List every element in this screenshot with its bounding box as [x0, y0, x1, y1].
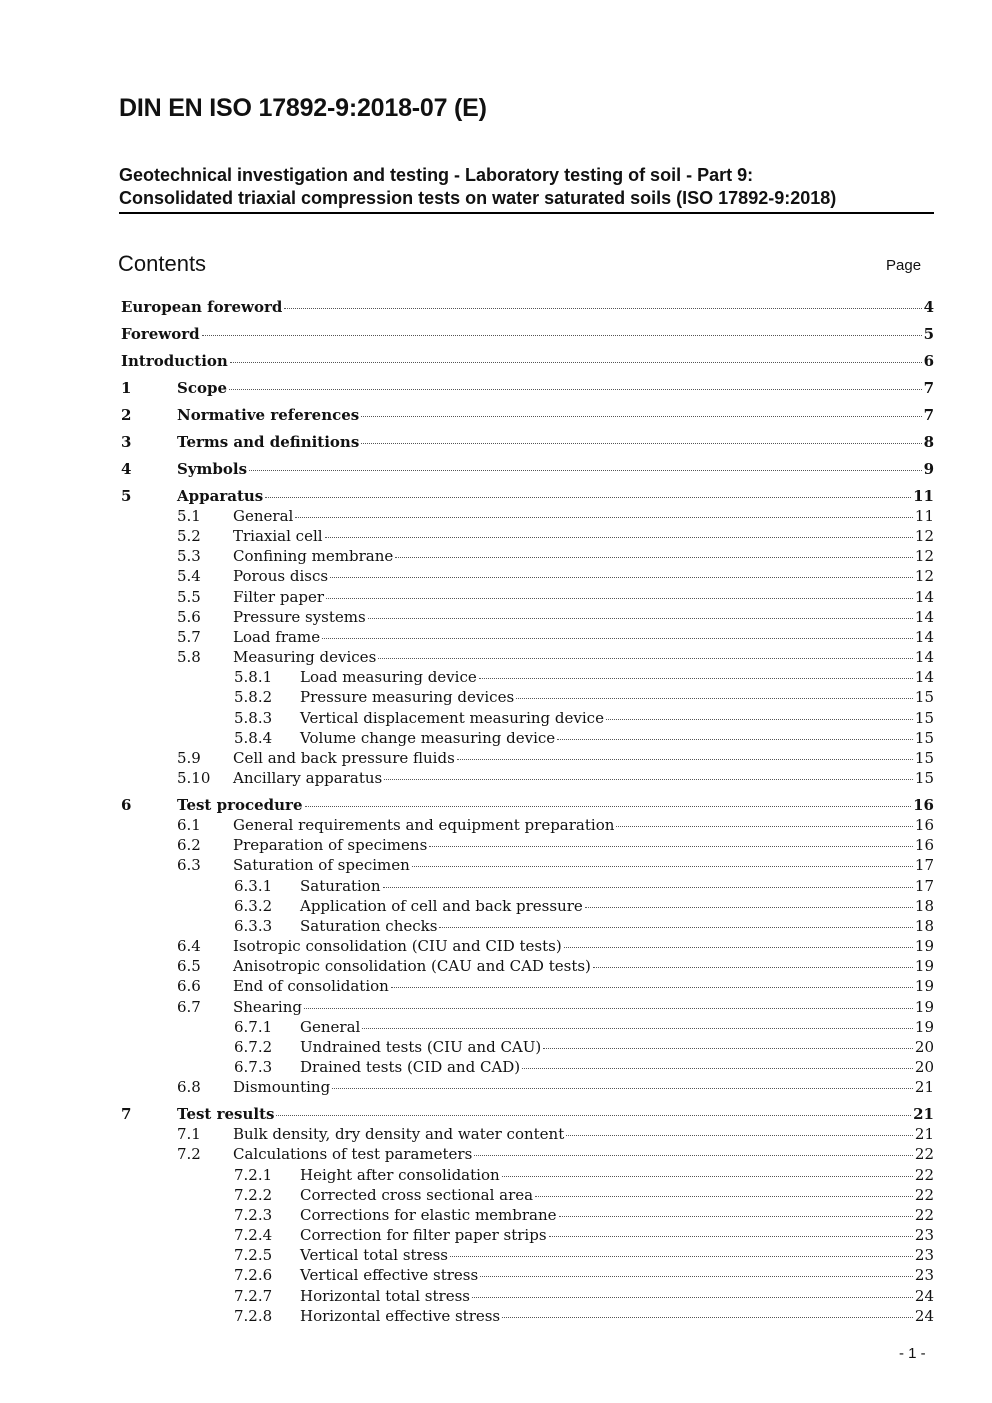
- toc-entry-title: Scope: [177, 379, 228, 397]
- toc-entry[interactable]: [121, 856, 934, 878]
- toc-entry[interactable]: [121, 668, 934, 690]
- toc-entry-page: 14: [914, 668, 934, 686]
- toc-entry-page: 21: [914, 1078, 934, 1096]
- toc-leader-dots: [502, 1176, 913, 1177]
- toc-entry-title: Ancillary apparatus: [233, 769, 383, 787]
- toc-entry[interactable]: [121, 796, 934, 818]
- toc-entry-page: 19: [914, 1018, 934, 1036]
- toc-entry[interactable]: [121, 1166, 934, 1188]
- toc-leader-dots: [535, 1196, 913, 1197]
- toc-entry[interactable]: [121, 547, 934, 569]
- table-of-contents: [121, 0, 934, 1403]
- toc-entry[interactable]: [121, 816, 934, 838]
- toc-leader-dots: [616, 826, 913, 827]
- toc-entry[interactable]: [121, 507, 934, 529]
- toc-entry-page: 14: [914, 608, 934, 626]
- toc-entry-number: 7.2.4: [234, 1226, 273, 1244]
- toc-leader-dots: [276, 1115, 911, 1116]
- toc-entry[interactable]: [121, 917, 934, 939]
- toc-entry-number: 5.8.4: [234, 729, 273, 747]
- toc-entry-page: 15: [914, 749, 934, 767]
- toc-entry-title: Corrections for elastic membrane: [300, 1206, 557, 1224]
- toc-entry-page: 21: [914, 1125, 934, 1143]
- toc-entry-title: Preparation of specimens: [233, 836, 428, 854]
- toc-entry-title: Load measuring device: [300, 668, 477, 686]
- toc-entry-title: General requirements and equipment preparation: [233, 816, 615, 834]
- toc-entry-number: 6.3: [177, 856, 201, 874]
- toc-entry-title: Volume change measuring device: [300, 729, 556, 747]
- toc-entry-title: General: [300, 1018, 361, 1036]
- toc-leader-dots: [332, 1088, 913, 1089]
- toc-entry-page: 7: [923, 406, 934, 424]
- toc-entry[interactable]: [121, 406, 934, 428]
- toc-entry-title: Pressure measuring devices: [300, 688, 515, 706]
- toc-entry-page: 21: [913, 1105, 934, 1123]
- toc-entry[interactable]: [121, 1105, 934, 1127]
- toc-leader-dots: [284, 308, 921, 309]
- toc-entry-number: 6.4: [177, 937, 201, 955]
- toc-entry-page: 22: [914, 1186, 934, 1204]
- toc-entry-page: 20: [914, 1058, 934, 1076]
- toc-entry-number: 5.9: [177, 749, 201, 767]
- toc-leader-dots: [229, 389, 922, 390]
- toc-entry-number: 5.1: [177, 507, 201, 525]
- toc-entry-number: 7.2.1: [234, 1166, 273, 1184]
- toc-entry-title: Load frame: [233, 628, 321, 646]
- toc-entry-title: Confining membrane: [233, 547, 394, 565]
- toc-entry-page: 15: [914, 769, 934, 787]
- toc-leader-dots: [384, 779, 913, 780]
- toc-entry-number: 6.1: [177, 816, 201, 834]
- toc-entry-page: 17: [914, 877, 934, 895]
- toc-leader-dots: [368, 618, 913, 619]
- toc-entry-number: 5.2: [177, 527, 201, 545]
- toc-entry[interactable]: [121, 957, 934, 979]
- toc-entry-page: 22: [914, 1166, 934, 1184]
- toc-entry[interactable]: [121, 836, 934, 858]
- toc-entry-title: Test results: [177, 1105, 275, 1123]
- toc-entry-page: 14: [914, 628, 934, 646]
- toc-entry-title: Application of cell and back pressure: [300, 897, 583, 915]
- toc-leader-dots: [378, 658, 913, 659]
- toc-entry[interactable]: [121, 567, 934, 589]
- toc-entry-page: 15: [914, 709, 934, 727]
- toc-entry[interactable]: [121, 588, 934, 610]
- toc-entry-title: General: [233, 507, 294, 525]
- toc-entry-title: Porous discs: [233, 567, 329, 585]
- toc-entry-page: 12: [914, 567, 934, 585]
- toc-leader-dots: [325, 537, 913, 538]
- toc-leader-dots: [249, 470, 922, 471]
- toc-leader-dots: [557, 739, 913, 740]
- toc-entry[interactable]: [121, 937, 934, 959]
- toc-entry-title: Saturation of specimen: [233, 856, 410, 874]
- toc-entry-title: Correction for filter paper strips: [300, 1226, 547, 1244]
- toc-entry-number: 5.6: [177, 608, 201, 626]
- toc-entry-page: 12: [914, 547, 934, 565]
- toc-entry-page: 4: [923, 298, 934, 316]
- toc-entry-page: 17: [914, 856, 934, 874]
- toc-entry[interactable]: [121, 998, 934, 1020]
- toc-entry[interactable]: [121, 1287, 934, 1309]
- toc-entry[interactable]: [121, 769, 934, 791]
- subtitle-line-1: Geotechnical investigation and testing - Laboratory testing of soil - Part 9:: [119, 165, 754, 185]
- toc-leader-dots: [265, 497, 911, 498]
- toc-leader-dots: [412, 866, 913, 867]
- toc-leader-dots: [474, 1155, 913, 1156]
- toc-leader-dots: [361, 443, 921, 444]
- toc-entry-title: Filter paper: [233, 588, 325, 606]
- toc-entry-page: 11: [913, 487, 934, 505]
- toc-entry-number: 5.8.2: [234, 688, 273, 706]
- toc-entry-title: Vertical total stress: [300, 1246, 449, 1264]
- toc-entry-page: 15: [914, 729, 934, 747]
- toc-entry[interactable]: [121, 1058, 934, 1080]
- toc-entry-page: 18: [914, 917, 934, 935]
- toc-entry-title: Cell and back pressure fluids: [233, 749, 455, 767]
- toc-entry[interactable]: [121, 527, 934, 549]
- toc-leader-dots: [549, 1236, 913, 1237]
- toc-entry-page: 20: [914, 1038, 934, 1056]
- toc-entry-number: 6: [121, 796, 132, 814]
- toc-entry[interactable]: [121, 1186, 934, 1208]
- toc-entry-title: Saturation checks: [300, 917, 438, 935]
- toc-entry-page: 7: [923, 379, 934, 397]
- toc-entry-title: Corrected cross sectional area: [300, 1186, 534, 1204]
- toc-entry-number: 6.2: [177, 836, 201, 854]
- toc-entry-title: Horizontal effective stress: [300, 1307, 501, 1325]
- toc-leader-dots: [305, 806, 912, 807]
- toc-entry-page: 14: [914, 648, 934, 666]
- toc-entry-number: 6.7.3: [234, 1058, 273, 1076]
- page-number-footer: - 1 -: [899, 1345, 926, 1362]
- toc-entry-title: Isotropic consolidation (CIU and CID tests): [233, 937, 562, 955]
- toc-entry[interactable]: [121, 897, 934, 919]
- toc-leader-dots: [516, 698, 913, 699]
- toc-entry-number: 7.2.8: [234, 1307, 273, 1325]
- toc-entry-number: 5.8.3: [234, 709, 273, 727]
- toc-entry-number: 7.2.2: [234, 1186, 273, 1204]
- toc-entry-page: 8: [923, 433, 934, 451]
- toc-entry[interactable]: [121, 1226, 934, 1248]
- toc-entry-title: End of consolidation: [233, 977, 389, 995]
- toc-entry-number: 5.5: [177, 588, 201, 606]
- toc-leader-dots: [564, 947, 913, 948]
- toc-leader-dots: [361, 416, 921, 417]
- toc-entry-page: 19: [914, 998, 934, 1016]
- toc-entry[interactable]: [121, 298, 934, 320]
- toc-leader-dots: [326, 598, 913, 599]
- toc-leader-dots: [330, 577, 913, 578]
- toc-leader-dots: [585, 907, 913, 908]
- toc-entry-number: 5.8.1: [234, 668, 273, 686]
- toc-leader-dots: [429, 846, 913, 847]
- toc-entry[interactable]: [121, 709, 934, 731]
- toc-entry-page: 18: [914, 897, 934, 915]
- toc-entry-page: 24: [914, 1287, 934, 1305]
- toc-entry-number: 2: [121, 406, 132, 424]
- toc-entry[interactable]: [121, 1266, 934, 1288]
- toc-entry[interactable]: [121, 729, 934, 751]
- toc-entry-number: 7.2: [177, 1145, 201, 1163]
- toc-entry[interactable]: [121, 379, 934, 401]
- toc-entry-number: 5.8: [177, 648, 201, 666]
- toc-entry-page: 16: [914, 816, 934, 834]
- toc-entry-number: 5: [121, 487, 132, 505]
- toc-entry-title: Undrained tests (CIU and CAU): [300, 1038, 542, 1056]
- toc-leader-dots: [450, 1256, 913, 1257]
- toc-leader-dots: [593, 967, 913, 968]
- toc-entry-number: 5.3: [177, 547, 201, 565]
- toc-entry-number: 5.4: [177, 567, 201, 585]
- toc-entry-page: 19: [914, 937, 934, 955]
- toc-entry-page: 9: [923, 460, 934, 478]
- toc-entry[interactable]: [121, 352, 934, 374]
- toc-entry-title: Measuring devices: [233, 648, 377, 666]
- toc-entry[interactable]: [121, 1038, 934, 1060]
- toc-entry[interactable]: [121, 433, 934, 455]
- toc-entry-title: Vertical displacement measuring device: [300, 709, 604, 727]
- toc-entry[interactable]: [121, 1018, 934, 1040]
- toc-leader-dots: [543, 1048, 913, 1049]
- toc-entry-number: 3: [121, 433, 132, 451]
- toc-entry-title: Apparatus: [177, 487, 264, 505]
- toc-entry-title: Dismounting: [233, 1078, 331, 1096]
- toc-leader-dots: [566, 1135, 913, 1136]
- toc-leader-dots: [395, 557, 913, 558]
- toc-entry-title: European foreword: [121, 298, 283, 316]
- toc-entry-title: Horizontal total stress: [300, 1287, 470, 1305]
- toc-entry[interactable]: [121, 1246, 934, 1268]
- toc-entry-number: 5.10: [177, 769, 211, 787]
- subtitle-line-2: Consolidated triaxial compression tests on water saturated soils (ISO 17892-9:2018): [119, 188, 837, 208]
- toc-entry-number: 6.3.3: [234, 917, 273, 935]
- toc-entry-number: 4: [121, 460, 132, 478]
- toc-entry[interactable]: [121, 648, 934, 670]
- toc-entry-page: 19: [914, 957, 934, 975]
- toc-leader-dots: [522, 1068, 913, 1069]
- toc-entry[interactable]: [121, 977, 934, 999]
- toc-entry-page: 6: [923, 352, 934, 370]
- toc-entry-number: 7: [121, 1105, 132, 1123]
- toc-entry-number: 6.5: [177, 957, 201, 975]
- toc-entry-number: 6.7.2: [234, 1038, 273, 1056]
- toc-entry-number: 6.6: [177, 977, 201, 995]
- toc-entry[interactable]: [121, 487, 934, 509]
- toc-entry[interactable]: [121, 1206, 934, 1228]
- toc-leader-dots: [202, 335, 922, 336]
- toc-entry[interactable]: [121, 1125, 934, 1147]
- toc-entry-page: 16: [914, 836, 934, 854]
- toc-entry-title: Symbols: [177, 460, 248, 478]
- toc-entry-page: 15: [914, 688, 934, 706]
- toc-entry-number: 7.1: [177, 1125, 201, 1143]
- toc-entry-number: 6.8: [177, 1078, 201, 1096]
- toc-leader-dots: [606, 719, 913, 720]
- document-id: DIN EN ISO 17892-9:2018-07 (E): [119, 94, 487, 122]
- toc-entry-number: 7.2.5: [234, 1246, 273, 1264]
- toc-leader-dots: [559, 1216, 913, 1217]
- toc-entry-title: Drained tests (CID and CAD): [300, 1058, 521, 1076]
- toc-leader-dots: [304, 1008, 913, 1009]
- toc-entry[interactable]: [121, 1078, 934, 1100]
- toc-entry-title: Height after consolidation: [300, 1166, 500, 1184]
- toc-leader-dots: [230, 362, 922, 363]
- toc-entry[interactable]: [121, 688, 934, 710]
- toc-leader-dots: [322, 638, 913, 639]
- toc-entry[interactable]: [121, 628, 934, 650]
- toc-leader-dots: [472, 1297, 913, 1298]
- toc-entry-number: 6.7: [177, 998, 201, 1016]
- toc-entry-title: Foreword: [121, 325, 200, 343]
- toc-entry[interactable]: [121, 608, 934, 630]
- toc-leader-dots: [479, 678, 913, 679]
- toc-entry-title: Vertical effective stress: [300, 1266, 479, 1284]
- toc-entry[interactable]: [121, 749, 934, 771]
- toc-entry-title: Triaxial cell: [233, 527, 323, 545]
- toc-entry-title: Shearing: [233, 998, 302, 1016]
- toc-entry-page: 22: [914, 1206, 934, 1224]
- toc-entry[interactable]: [121, 325, 934, 347]
- toc-entry-page: 11: [914, 507, 934, 525]
- toc-entry-page: 19: [914, 977, 934, 995]
- toc-entry-title: Pressure systems: [233, 608, 366, 626]
- toc-entry-number: 6.7.1: [234, 1018, 273, 1036]
- toc-entry-title: Test procedure: [177, 796, 303, 814]
- page-column-heading: Page: [886, 257, 922, 274]
- toc-entry-number: 5.7: [177, 628, 201, 646]
- toc-entry-page: 23: [914, 1266, 934, 1284]
- toc-entry-page: 14: [914, 588, 934, 606]
- toc-entry-title: Calculations of test parameters: [233, 1145, 473, 1163]
- toc-entry-number: 7.2.3: [234, 1206, 273, 1224]
- toc-leader-dots: [439, 927, 912, 928]
- toc-entry-title: Normative references: [177, 406, 360, 424]
- toc-entry[interactable]: [121, 1145, 934, 1167]
- toc-leader-dots: [383, 887, 913, 888]
- toc-entry-title: Terms and definitions: [177, 433, 360, 451]
- toc-leader-dots: [391, 987, 913, 988]
- toc-leader-dots: [362, 1028, 913, 1029]
- toc-entry[interactable]: [121, 877, 934, 899]
- toc-entry-title: Bulk density, dry density and water content: [233, 1125, 565, 1143]
- toc-entry-number: 7.2.6: [234, 1266, 273, 1284]
- contents-heading: Contents: [118, 251, 207, 276]
- toc-entry-page: 16: [913, 796, 934, 814]
- toc-entry-number: 6.3.2: [234, 897, 273, 915]
- toc-entry-page: 5: [923, 325, 934, 343]
- toc-entry-title: Saturation: [300, 877, 381, 895]
- toc-entry[interactable]: [121, 1307, 934, 1329]
- toc-entry[interactable]: [121, 460, 934, 482]
- toc-entry-page: 22: [914, 1145, 934, 1163]
- toc-entry-page: 24: [914, 1307, 934, 1325]
- toc-entry-number: 6.3.1: [234, 877, 273, 895]
- toc-entry-title: Introduction: [121, 352, 228, 370]
- toc-leader-dots: [480, 1276, 913, 1277]
- toc-entry-number: 7.2.7: [234, 1287, 273, 1305]
- toc-entry-page: 23: [914, 1226, 934, 1244]
- toc-entry-page: 23: [914, 1246, 934, 1264]
- toc-entry-number: 1: [121, 379, 132, 397]
- toc-leader-dots: [295, 517, 913, 518]
- toc-entry-title: Anisotropic consolidation (CAU and CAD tests): [233, 957, 591, 975]
- toc-leader-dots: [502, 1317, 913, 1318]
- toc-entry-page: 12: [914, 527, 934, 545]
- toc-leader-dots: [457, 759, 913, 760]
